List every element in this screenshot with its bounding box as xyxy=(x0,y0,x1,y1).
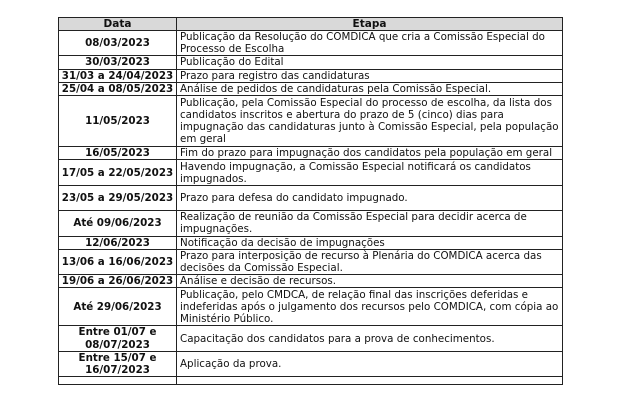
table-row xyxy=(59,351,563,376)
row-stage: Publicação do Edital xyxy=(177,56,563,69)
table-row xyxy=(59,326,563,351)
table-row xyxy=(59,82,563,95)
table-row xyxy=(59,377,563,385)
table-row xyxy=(59,236,563,249)
row-date: Entre 01/07 e 08/07/2023 xyxy=(59,326,177,351)
schedule-table xyxy=(58,17,563,385)
row-stage: Fim do prazo para impugnação dos candidatos pela população em geral xyxy=(177,147,563,160)
row-stage: Análise de pedidos de candidaturas pela Comissão Especial. xyxy=(177,82,563,95)
row-stage: Notificação da decisão de impugnações xyxy=(177,236,563,249)
row-stage: Havendo impugnação, a Comissão Especial notificará os candidatos impugnados. xyxy=(177,160,563,186)
table-row xyxy=(59,69,563,82)
table-row xyxy=(59,31,563,56)
table-row xyxy=(59,186,563,211)
header-stage: Etapa xyxy=(177,18,563,31)
table-row xyxy=(59,160,563,186)
table-row xyxy=(59,249,563,274)
row-stage: Publicação, pela Comissão Especial do processo de escolha, da lista dos candidatos inscritos e abertura do prazo de 5 (cinco) dias para impugnação das candidaturas junto à Comissão Especial, pela população em geral xyxy=(177,96,563,147)
row-date: Até 29/06/2023 xyxy=(59,288,177,326)
row-stage xyxy=(177,377,563,385)
row-stage: Análise e decisão de recursos. xyxy=(177,275,563,288)
row-date: 13/06 a 16/06/2023 xyxy=(59,249,177,274)
row-date: 17/05 a 22/05/2023 xyxy=(59,160,177,186)
row-stage: Prazo para interposição de recurso à Plenária do COMDICA acerca das decisões da Comissão Especial. xyxy=(177,249,563,274)
row-date: 30/03/2023 xyxy=(59,56,177,69)
row-date: 23/05 a 29/05/2023 xyxy=(59,186,177,211)
row-date: 12/06/2023 xyxy=(59,236,177,249)
row-date: 25/04 a 08/05/2023 xyxy=(59,82,177,95)
header-row xyxy=(59,18,563,31)
row-date: Entre 15/07 e 16/07/2023 xyxy=(59,351,177,376)
header-date: Data xyxy=(59,18,177,31)
table-row xyxy=(59,275,563,288)
table-row xyxy=(59,56,563,69)
row-stage: Aplicação da prova. xyxy=(177,351,563,376)
row-stage: Publicação da Resolução do COMDICA que cria a Comissão Especial do Processo de Escolha xyxy=(177,31,563,56)
row-date: 19/06 a 26/06/2023 xyxy=(59,275,177,288)
row-stage: Realização de reunião da Comissão Especial para decidir acerca de impugnações. xyxy=(177,211,563,236)
row-stage: Prazo para defesa do candidato impugnado. xyxy=(177,186,563,211)
table-row xyxy=(59,211,563,236)
row-stage: Publicação, pelo CMDCA, de relação final das inscrições deferidas e indeferidas após o julgamento dos recursos pelo COMDICA, com cópia ao Ministério Público. xyxy=(177,288,563,326)
row-date: Até 09/06/2023 xyxy=(59,211,177,236)
table-row xyxy=(59,96,563,147)
table-row xyxy=(59,147,563,160)
row-date: 16/05/2023 xyxy=(59,147,177,160)
row-date xyxy=(59,377,177,385)
row-date: 31/03 a 24/04/2023 xyxy=(59,69,177,82)
table-row xyxy=(59,288,563,326)
row-stage: Capacitação dos candidatos para a prova de conhecimentos. xyxy=(177,326,563,351)
row-stage: Prazo para registro das candidaturas xyxy=(177,69,563,82)
row-date: 11/05/2023 xyxy=(59,96,177,147)
row-date: 08/03/2023 xyxy=(59,31,177,56)
